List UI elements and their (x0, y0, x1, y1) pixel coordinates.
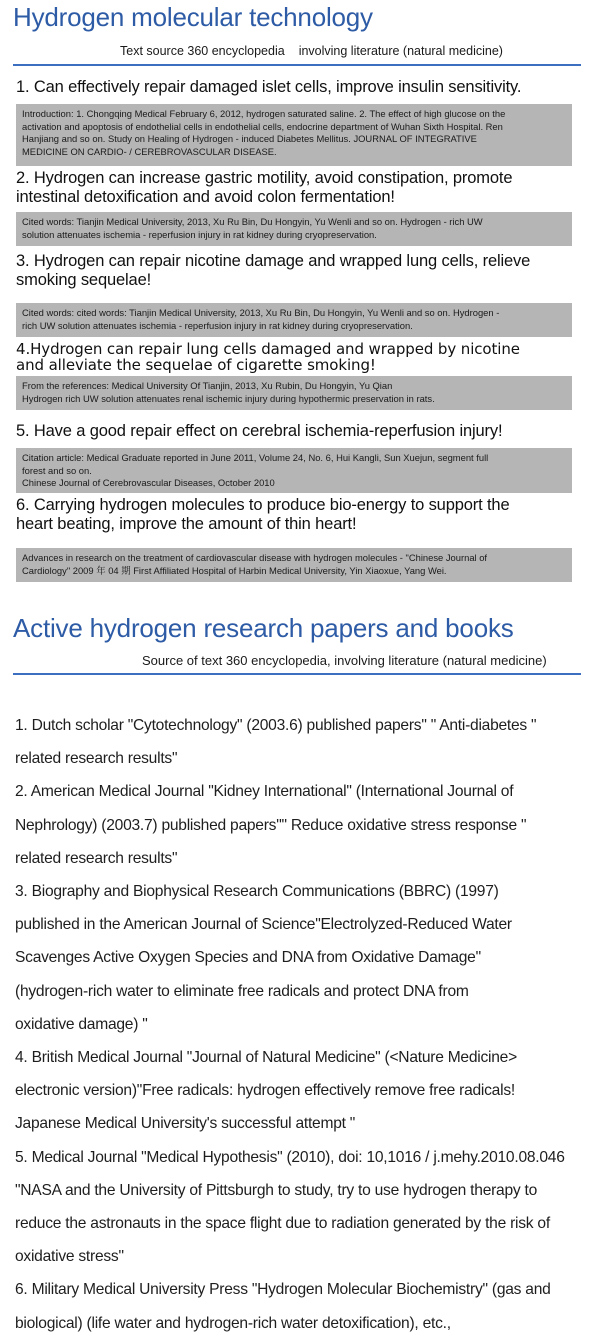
item4-citation-line: From the references: Medical University Of Tianjin, 2013, Xu Rubin, Du Hongyin, Yu Qian (22, 380, 393, 391)
item3-heading (16, 252, 582, 290)
item4-citation (16, 376, 572, 410)
section1-source-a: Text source 360 encyclopedia (120, 44, 285, 58)
item5-citation-line: forest and so on. (22, 464, 92, 476)
papers-line: oxidative stress" (15, 1248, 124, 1266)
item1-heading (16, 78, 582, 97)
item1-citation-line: activation and apoptosis of endothelial cells in endothelial cells, endocrine department of Wuhan Sixth Hospital. Ren (22, 120, 503, 132)
papers-list (15, 709, 587, 1340)
item6-citation (16, 548, 572, 582)
item4-citation-line: Hydrogen rich UW solution attenuates renal ischemic injury during hypothermic preservation in rats. (22, 392, 435, 404)
item1-citation-line: Hanjiang and so on. Study on Healing of Hydrogen - induced Diabetes Mellitus. JOURNAL OF INTEGRATIVE (22, 133, 477, 144)
item2-heading (16, 169, 582, 207)
item2-citation (16, 212, 572, 246)
item5-heading-line: 5. Have a good repair effect on cerebral ischemia-reperfusion injury! (16, 422, 503, 440)
papers-line: published in the American Journal of Science"Electrolyzed-Reduced Water (15, 916, 512, 934)
papers-line: "NASA and the University of Pittsburgh to study, try to use hydrogen therapy to (15, 1181, 538, 1199)
papers-line: (hydrogen-rich water to eliminate free radicals and protect DNA from (15, 982, 469, 1000)
papers-line: Nephrology) (2003.7) published papers"" Reduce oxidative stress response " (15, 816, 527, 834)
item2-citation-line: Cited words: Tianjin Medical University, 2013, Xu Ru Bin, Du Hongyin, Yu Wenli and so on. Hydrogen - rich UW (22, 216, 483, 227)
item6-heading (16, 496, 582, 534)
section2-title: Active hydrogen research papers and books (13, 613, 514, 643)
item3-citation-line: rich UW solution attenuates ischemia - reperfusion injury in rat kidney during cryopreservation. (22, 319, 413, 331)
item5-citation-line: Citation article: Medical Graduate reported in June 2011, Volume 24, No. 6, Hui Kangli, Sun Xuejun, segment full (22, 452, 489, 463)
papers-line: 4. British Medical Journal "Journal of Natural Medicine" (<Nature Medicine> (15, 1049, 517, 1067)
item6-heading-line: heart beating, improve the amount of thin heart! (16, 515, 357, 533)
item1-citation-line: Introduction: 1. Chongqing Medical February 6, 2012, hydrogen saturated saline. 2. The effect of high glucose on the (22, 108, 506, 119)
papers-line: 6. Military Medical University Press "Hydrogen Molecular Biochemistry" (gas and (15, 1281, 551, 1299)
item3-heading-line: smoking sequelae! (16, 271, 152, 289)
papers-line: 1. Dutch scholar "Cytotechnology" (2003.6) published papers" " Anti-diabetes " (15, 717, 537, 734)
papers-line: related research results" (15, 849, 178, 867)
section2-divider (13, 673, 581, 675)
item3-citation (16, 303, 572, 337)
papers-line: reduce the astronauts in the space flight due to radiation generated by the risk of (15, 1215, 550, 1233)
item2-heading-line: intestinal detoxification and avoid colon fermentation! (16, 188, 395, 206)
item2-citation-line: solution attenuates ischemia - reperfusion injury in rat kidney during cryopreservation. (22, 228, 377, 240)
item3-heading-line: 3. Hydrogen can repair nicotine damage and wrapped lung cells, relieve (16, 252, 531, 270)
item5-heading (16, 422, 582, 441)
item5-citation-line: Chinese Journal of Cerebrovascular Diseases, October 2010 (22, 477, 275, 488)
section1-source (120, 44, 503, 58)
item2-heading-line: 2. Hydrogen can increase gastric motility, avoid constipation, promote (16, 169, 513, 187)
papers-line: related research results" (15, 750, 178, 768)
papers-line: Japanese Medical University's successful attempt " (15, 1115, 356, 1133)
papers-line: 2. American Medical Journal "Kidney International" (International Journal of (15, 783, 514, 801)
papers-line: oxidative damage) " (15, 1015, 148, 1033)
papers-line: electronic version)"Free radicals: hydrogen effectively remove free radicals! (15, 1082, 515, 1100)
item4-heading-line: 4.Hydrogen can repair lung cells damaged and wrapped by nicotine (16, 340, 520, 358)
item6-heading-line: 6. Carrying hydrogen molecules to produce bio-energy to support the (16, 496, 510, 514)
papers-line: 3. Biography and Biophysical Research Communications (BBRC) (1997) (15, 883, 499, 901)
section1-source-b: involving literature (natural medicine) (298, 44, 503, 58)
item1-heading-line: 1. Can effectively repair damaged islet cells, improve insulin sensitivity. (16, 78, 522, 96)
item4-heading (16, 341, 582, 373)
item6-citation-line: Cardiology" 2009 年 04 期 First Affiliated Hospital of Harbin Medical University, Yin Xiaoxue, Yang Wei. (22, 564, 447, 576)
item3-citation-line: Cited words: cited words: Tianjin Medical University, 2013, Xu Ru Bin, Du Hongyin, Yu Wenli and so on. Hydrogen - (22, 307, 500, 318)
item4-heading-line: and alleviate the sequelae of cigarette smoking! (16, 356, 376, 374)
section2-source: Source of text 360 encyclopedia, involving literature (natural medicine) (142, 653, 547, 668)
item1-citation-line: MEDICINE ON CARDIO- / CEREBROVASCULAR DISEASE. (22, 145, 277, 157)
section1-title: Hydrogen molecular technology (13, 2, 373, 32)
papers-line: biological) (life water and hydrogen-rich water detoxification), etc., (15, 1314, 451, 1332)
section1-divider (13, 64, 581, 66)
item1-citation (16, 104, 572, 166)
papers-line: 5. Medical Journal "Medical Hypothesis" (2010), doi: 10,1016 / j.mehy.2010.08.046 (15, 1148, 565, 1166)
papers-line: Scavenges Active Oxygen Species and DNA from Oxidative Damage" (15, 949, 481, 967)
item5-citation (16, 448, 572, 493)
item6-citation-line: Advances in research on the treatment of cardiovascular disease with hydrogen molecules - "Chinese Journal of (22, 552, 488, 563)
